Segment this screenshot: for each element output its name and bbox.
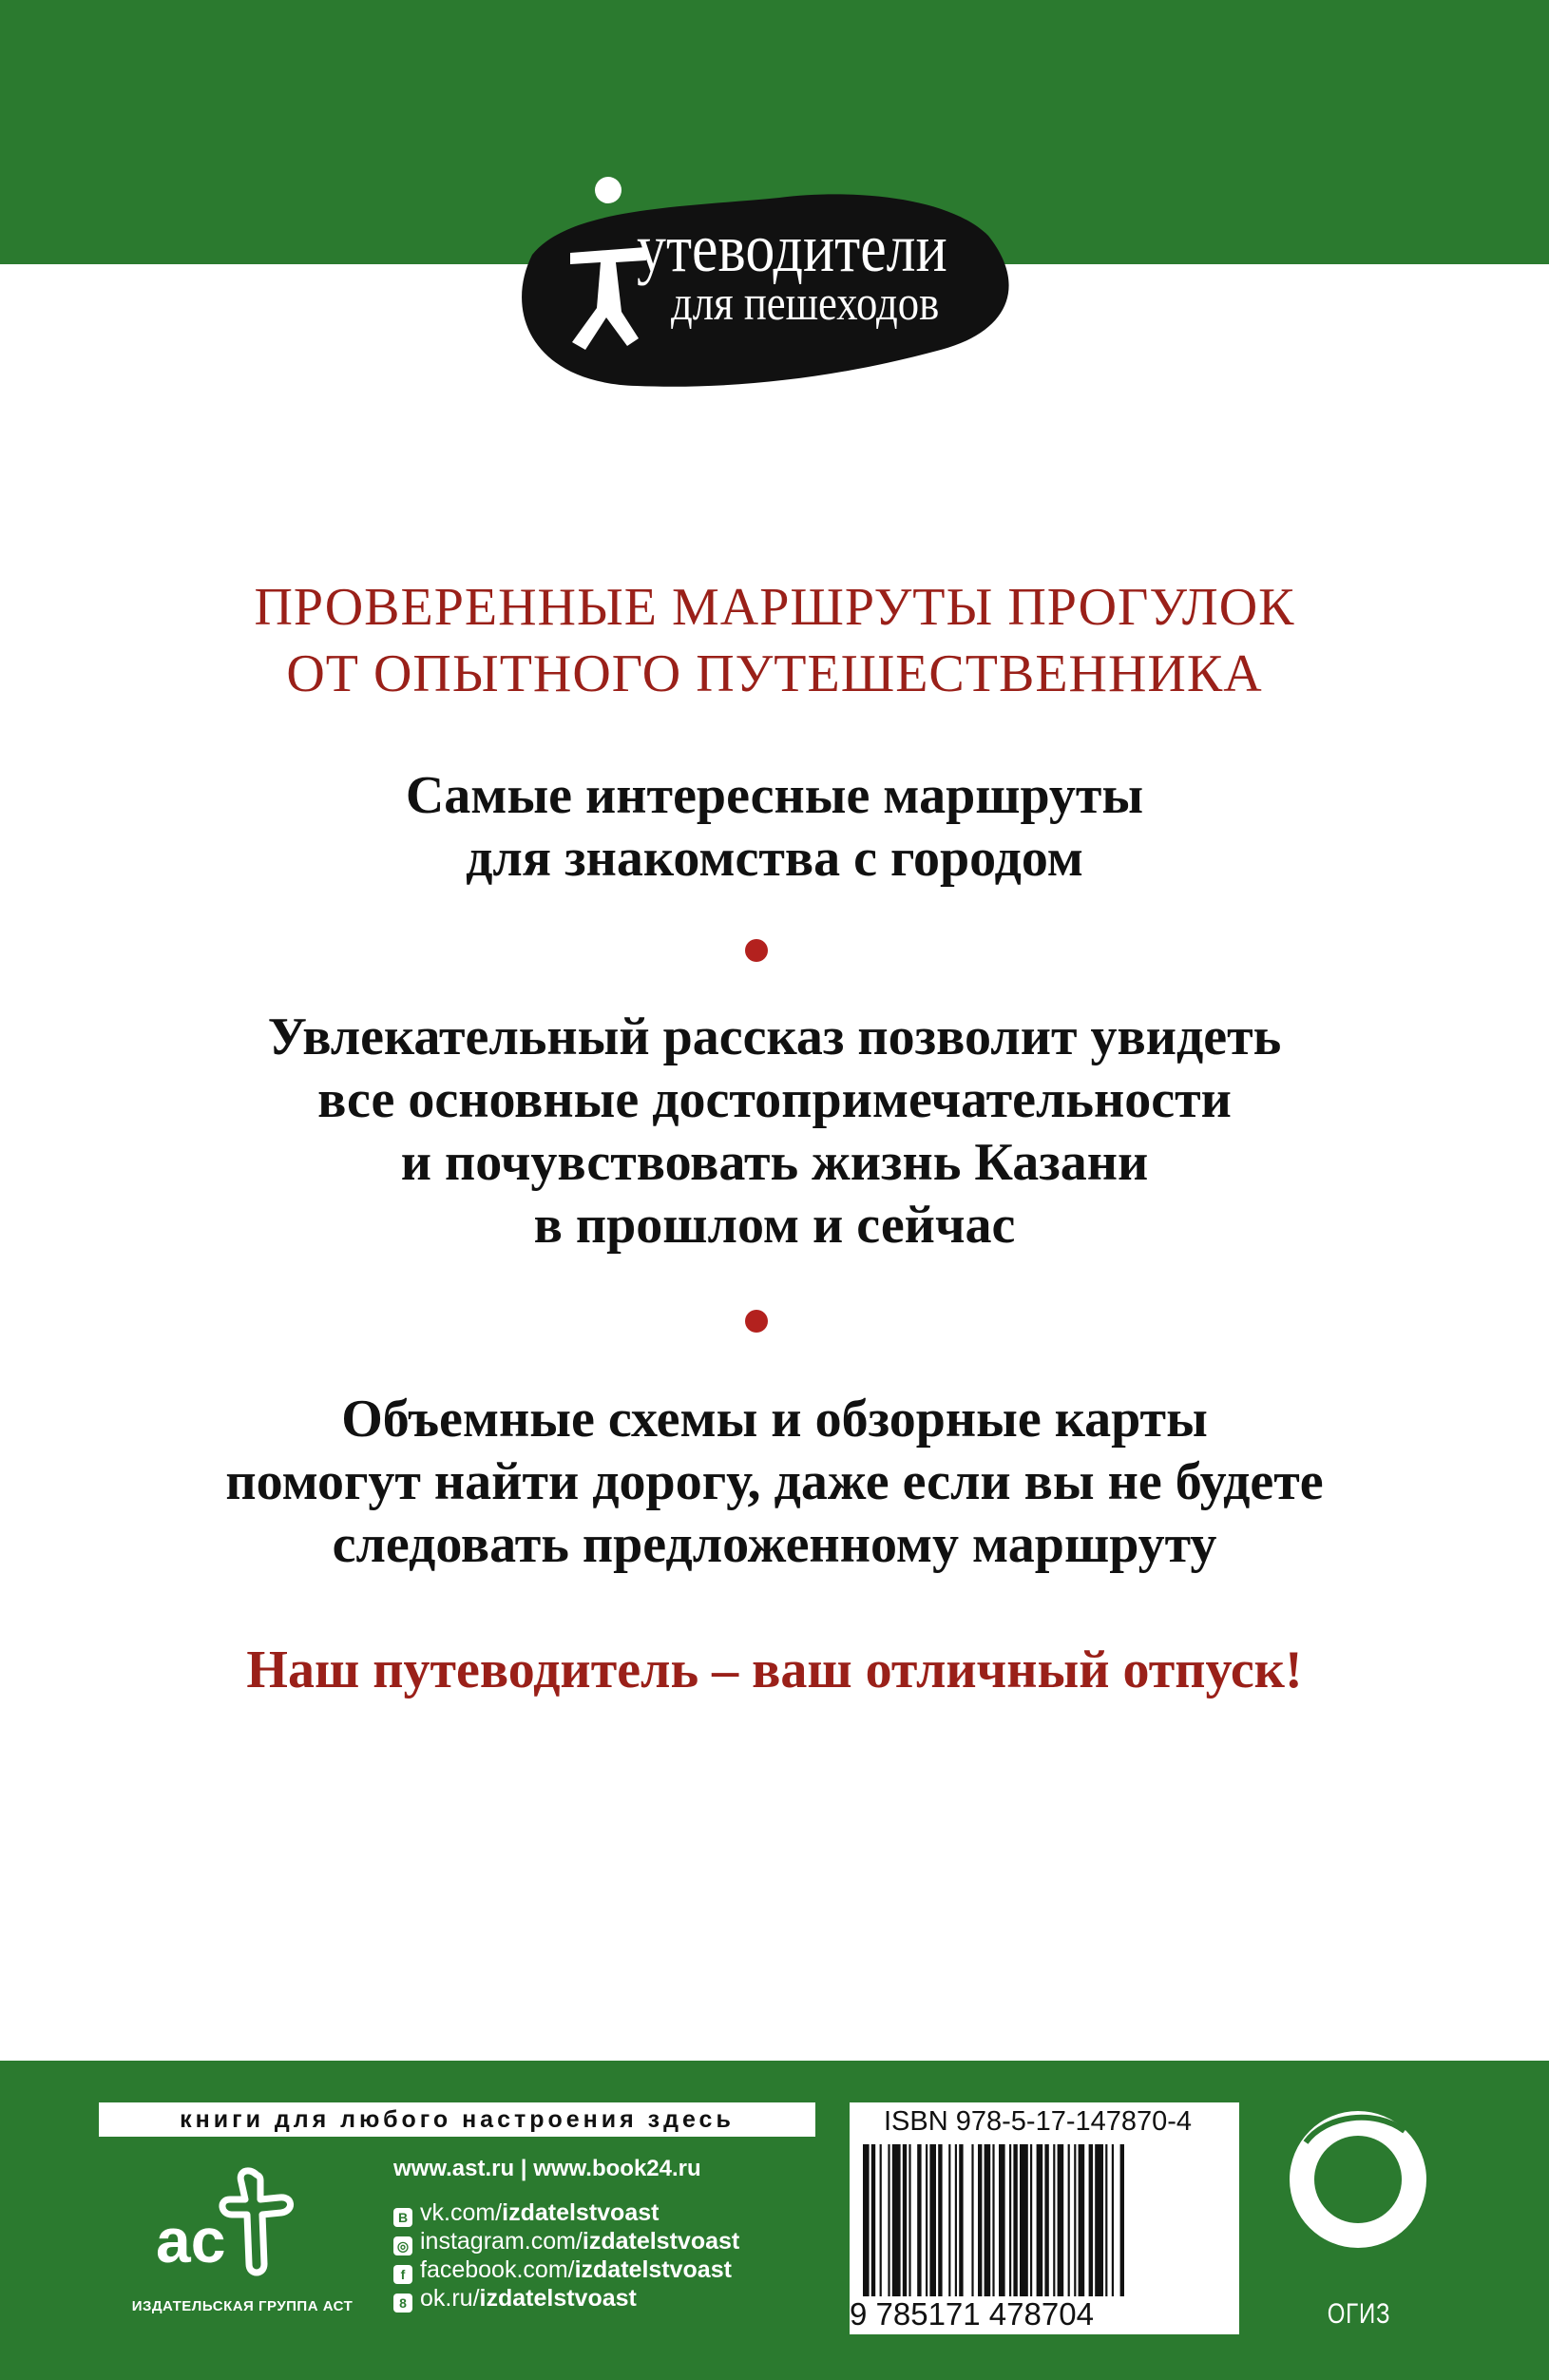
logo-title: утеводители	[637, 210, 947, 286]
barcode-bar	[999, 2144, 1005, 2296]
feature-line: Объемные схемы и обзорные карты	[341, 1390, 1208, 1449]
social-handle: izdatelstvoast	[479, 2285, 637, 2312]
logo-subtitle: для пешеходов	[671, 277, 940, 331]
social-link-vk[interactable]	[393, 2199, 659, 2227]
barcode-bar	[871, 2144, 875, 2296]
feature-text-2	[0, 1006, 1549, 1257]
barcode-bar	[1013, 2144, 1017, 2296]
barcode-bar	[1105, 2144, 1107, 2296]
barcode-bar	[1009, 2144, 1011, 2296]
series-logo	[494, 169, 1045, 397]
imprint-name: ОГИЗ	[1327, 2298, 1391, 2330]
barcode-bar	[978, 2144, 982, 2296]
publisher-caption: ИЗДАТЕЛЬСКАЯ ГРУППА АСТ	[131, 2298, 354, 2314]
bullet-dot	[745, 939, 768, 962]
barcode-bar	[888, 2144, 889, 2296]
barcode-bar	[971, 2144, 973, 2296]
websites[interactable]: www.ast.ru | www.book24.ru	[393, 2156, 701, 2181]
instagram-icon: ◎	[393, 2236, 412, 2255]
barcode-bar	[926, 2144, 927, 2296]
isbn-barcode	[850, 2102, 1239, 2334]
svg-text:ac: ac	[156, 2205, 226, 2275]
social-prefix: facebook.com/	[420, 2256, 575, 2283]
barcode-bar	[938, 2144, 942, 2296]
headline	[0, 574, 1549, 707]
social-handle: izdatelstvoast	[574, 2256, 732, 2283]
barcode-bar	[1079, 2144, 1085, 2296]
feature-line: и почувствовать жизнь Казани	[400, 1133, 1149, 1192]
barcode-bar	[1044, 2144, 1048, 2296]
social-link-facebook[interactable]	[393, 2256, 732, 2284]
feature-line: помогут найти дорогу, даже если вы не будете	[225, 1452, 1324, 1511]
feature-line: Самые интересные маршруты	[405, 766, 1144, 825]
barcode-bar	[892, 2144, 901, 2296]
feature-line: для знакомства с городом	[466, 829, 1083, 888]
social-prefix: ok.ru/	[420, 2285, 480, 2312]
feature-line: Увлекательный рассказ позволит увидеть	[267, 1008, 1282, 1066]
barcode-bar	[863, 2144, 870, 2296]
vk-icon: В	[393, 2208, 412, 2227]
barcode-bar	[1053, 2144, 1055, 2296]
social-prefix: vk.com/	[420, 2199, 503, 2226]
social-link-odnoklassniki[interactable]	[393, 2285, 637, 2313]
tagline: книги для любого настроения здесь	[99, 2102, 815, 2137]
barcode-bar	[1068, 2144, 1070, 2296]
social-handle: izdatelstvoast	[582, 2228, 740, 2255]
barcode-icon	[863, 2144, 1226, 2296]
social-link-instagram[interactable]	[393, 2228, 739, 2255]
facebook-icon: f	[393, 2265, 412, 2284]
social-handle: izdatelstvoast	[502, 2199, 660, 2226]
barcode-bar	[880, 2144, 882, 2296]
barcode-bar	[1030, 2144, 1032, 2296]
slogan: Наш путеводитель – ваш отличный отпуск!	[246, 1641, 1303, 1699]
feature-line: следовать предложенному маршруту	[332, 1515, 1217, 1574]
barcode-bar	[929, 2144, 936, 2296]
barcode-bar	[955, 2144, 957, 2296]
barcode-digits: 9 785171 478704	[850, 2296, 1094, 2332]
barcode-bar	[1020, 2144, 1028, 2296]
barcode-bar	[985, 2144, 991, 2296]
barcode-bar	[1095, 2144, 1103, 2296]
barcode-bar	[992, 2144, 994, 2296]
headline-line: ОТ ОПЫТНОГО ПУТЕШЕСТВЕННИКА	[286, 644, 1263, 703]
barcode-bar	[908, 2144, 910, 2296]
bullet-dot	[745, 1310, 768, 1333]
barcode-bar	[903, 2144, 907, 2296]
barcode-bar	[1112, 2144, 1114, 2296]
barcode-bar	[1037, 2144, 1043, 2296]
barcode-bar	[1058, 2144, 1064, 2296]
headline-line: ПРОВЕРЕННЫЕ МАРШРУТЫ ПРОГУЛОК	[254, 578, 1295, 637]
barcode-bar	[1089, 2144, 1093, 2296]
barcode-bar	[1074, 2144, 1076, 2296]
odnoklassniki-icon: 8	[393, 2294, 412, 2313]
ast-logo-icon	[143, 2158, 333, 2281]
barcode-bar	[959, 2144, 963, 2296]
barcode-bar	[948, 2144, 950, 2296]
feature-text-1	[0, 764, 1549, 890]
isbn-number: ISBN 978-5-17-147870-4	[884, 2106, 1193, 2137]
barcode-bar	[1120, 2144, 1124, 2296]
feature-line: все основные достопримечательности	[317, 1070, 1232, 1129]
ogiz-logo-icon	[1283, 2104, 1433, 2255]
social-prefix: instagram.com/	[420, 2228, 583, 2255]
barcode-bar	[917, 2144, 921, 2296]
feature-line: в прошлом и сейчас	[533, 1196, 1016, 1255]
feature-text-3	[0, 1388, 1549, 1576]
